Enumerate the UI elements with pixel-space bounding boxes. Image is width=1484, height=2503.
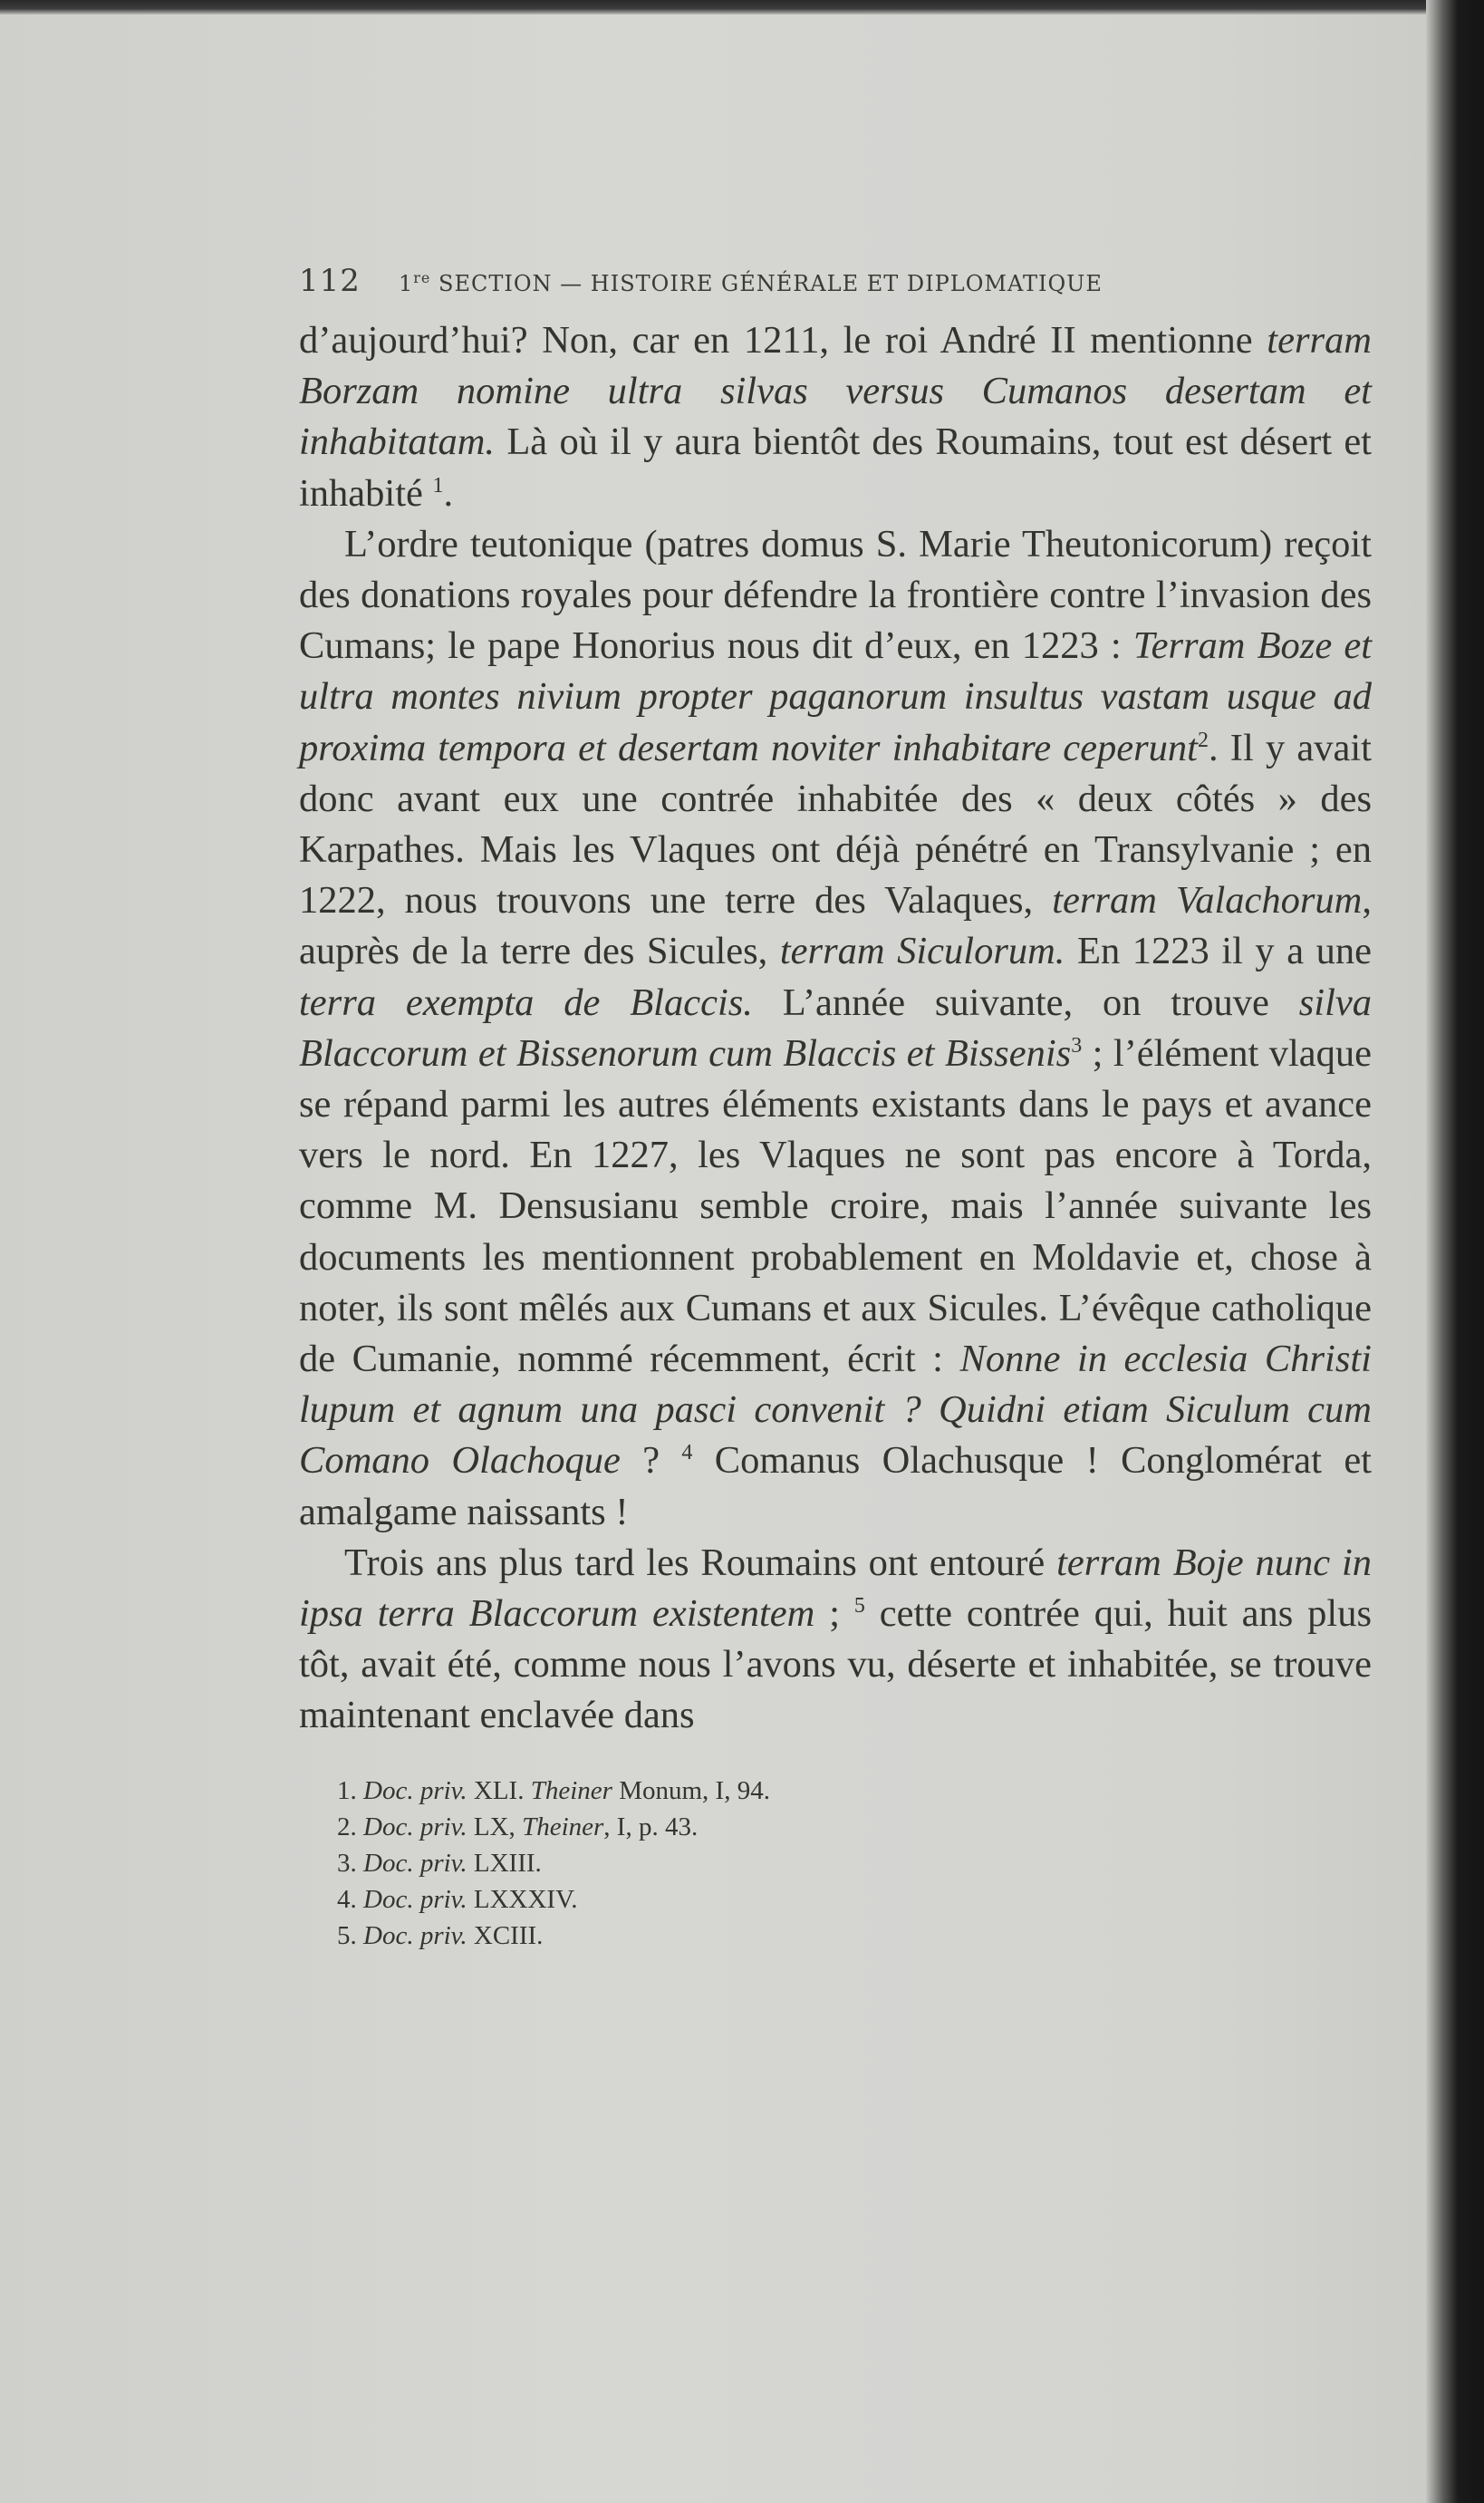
footnote-text: XCIII. bbox=[467, 1920, 544, 1950]
text-run: ; l’élément vlaque se répand parmi les autres éléments existants dans le pays et avance vers le nord. En 1227, les Vlaques ne sont pas encore à Torda, comme M. Densusianu semble croire, mais l’année suivante les documents les mentionnent probablement en Moldavie et, chose à noter, ils sont mêlés aux Cumans et aux Sicules. L’évêque catholique de Cumanie, nommé récemment, écrit : bbox=[299, 1031, 1372, 1381]
running-title-text: SECTION — HISTOIRE GÉNÉRALE ET DIPLOMATIQUE bbox=[438, 271, 1103, 296]
latin-quote: terram Siculorum. bbox=[779, 930, 1065, 973]
latin-quote: terram Valachorum bbox=[1052, 879, 1363, 923]
latin-quote: silva Blaccorum et Bissenorum cum Blaccis et Bissenis bbox=[299, 981, 1372, 1075]
footnote-ref[interactable]: 2 bbox=[1197, 728, 1209, 752]
footnote-number: 4. bbox=[337, 1884, 357, 1914]
latin-quote: terram Boje nunc in ipsa terra Blaccorum existentem bbox=[299, 1541, 1372, 1636]
text-run: Comanus Olachusque ! Conglomérat et amalgame naissants ! bbox=[299, 1439, 1372, 1533]
text-run: cette contrée qui, huit ans plus tôt, avait été, comme nous l’avons vu, déserte et inhabitée, se trouve maintenant enclavée dans bbox=[299, 1592, 1372, 1737]
text-run: L’ordre teutonique (patres domus S. Marie Theutonicorum) reçoit des donations royales pour défendre la frontière contre l’invasion des Cumans; le pape Honorius nous dit d’eux, en 1223 : bbox=[299, 522, 1372, 668]
text-run: En 1223 il y a une bbox=[1065, 930, 1373, 973]
text-run: Là où il y aura bientôt des Roumains, tout est désert et inhabité bbox=[299, 420, 1372, 515]
footnote-number: 1. bbox=[337, 1775, 357, 1805]
footnote bbox=[337, 1809, 1372, 1845]
footnote-ref[interactable]: 5 bbox=[853, 1593, 865, 1618]
footnote bbox=[337, 1845, 1372, 1881]
running-title bbox=[399, 269, 1103, 296]
footnote bbox=[337, 1918, 1372, 1954]
paragraph-3 bbox=[299, 1538, 1372, 1742]
footnote bbox=[337, 1773, 1372, 1809]
top-scan-edge bbox=[0, 0, 1484, 14]
text-run: . bbox=[443, 471, 454, 515]
latin-quote: terram Borzam nomine ultra silvas versus Cumanos desertam et inhabitatam. bbox=[299, 319, 1372, 464]
footnote-ref[interactable]: 4 bbox=[681, 1441, 693, 1465]
text-run: d’aujourd’hui? Non, car en 1211, le roi André II mentionne bbox=[299, 319, 1267, 362]
latin-quote: Nonne in ecclesia Christi lupum et agnum una pasci convenit ? Quidni etiam Siculum cum Comano Olachoque bbox=[299, 1338, 1372, 1483]
section-ordinal: re bbox=[413, 269, 431, 286]
footnote-source: Doc. priv. bbox=[363, 1812, 467, 1841]
footnote-text: Monum, I, 94. bbox=[612, 1775, 770, 1805]
footnote-source: Doc. priv. bbox=[363, 1920, 467, 1950]
paragraph-2 bbox=[299, 519, 1372, 1538]
page-content bbox=[299, 263, 1372, 1954]
footnote-text: LXIII. bbox=[467, 1848, 542, 1878]
body-text bbox=[299, 315, 1372, 1742]
text-run: . Il y avait donc avant eux une contrée inhabitée des « deux côtés » des Karpathes. Mais les Vlaques ont déjà pénétré en Transylvanie ; en 1222, nous trouvons une terre des Valaques, bbox=[299, 726, 1372, 923]
text-run: ; bbox=[814, 1592, 854, 1636]
footnotes bbox=[299, 1773, 1372, 1954]
text-run: , auprès de la terre des Sicules, bbox=[299, 879, 1372, 973]
footnote-number: 2. bbox=[337, 1812, 357, 1841]
text-run: L’année suivante, on trouve bbox=[752, 981, 1299, 1024]
footnote-text: XLI. bbox=[467, 1775, 531, 1805]
paragraph-1 bbox=[299, 315, 1372, 519]
running-header bbox=[299, 263, 1372, 299]
section-number: 1 bbox=[399, 271, 414, 296]
footnote-author: Theiner bbox=[530, 1775, 612, 1805]
footnote-text: LXXXIV. bbox=[467, 1884, 578, 1914]
footnote-source: Doc. priv. bbox=[363, 1775, 467, 1805]
footnote-number: 5. bbox=[337, 1920, 357, 1950]
footnote bbox=[337, 1881, 1372, 1918]
text-run: Trois ans plus tard les Roumains ont entouré bbox=[344, 1541, 1057, 1584]
latin-quote: Terram Boze et ultra montes nivium propter paganorum insultus vastam usque ad proxima tempora et desertam noviter inhabitare ceperunt bbox=[299, 624, 1372, 769]
footnote-ref[interactable]: 1 bbox=[432, 473, 444, 498]
book-binding-edge bbox=[1426, 0, 1484, 2503]
footnote-source: Doc. priv. bbox=[363, 1848, 467, 1878]
text-run: ? bbox=[620, 1439, 682, 1483]
footnote-text: , I, p. 43. bbox=[603, 1812, 699, 1841]
latin-quote: terra exempta de Blaccis. bbox=[299, 981, 753, 1024]
footnote-source: Doc. priv. bbox=[363, 1884, 467, 1914]
footnote-ref[interactable]: 3 bbox=[1071, 1033, 1083, 1058]
page-number: 112 bbox=[299, 263, 361, 299]
footnote-text: LX, bbox=[467, 1812, 523, 1841]
footnote-author: Theiner bbox=[522, 1812, 604, 1841]
footnote-number: 3. bbox=[337, 1848, 357, 1878]
